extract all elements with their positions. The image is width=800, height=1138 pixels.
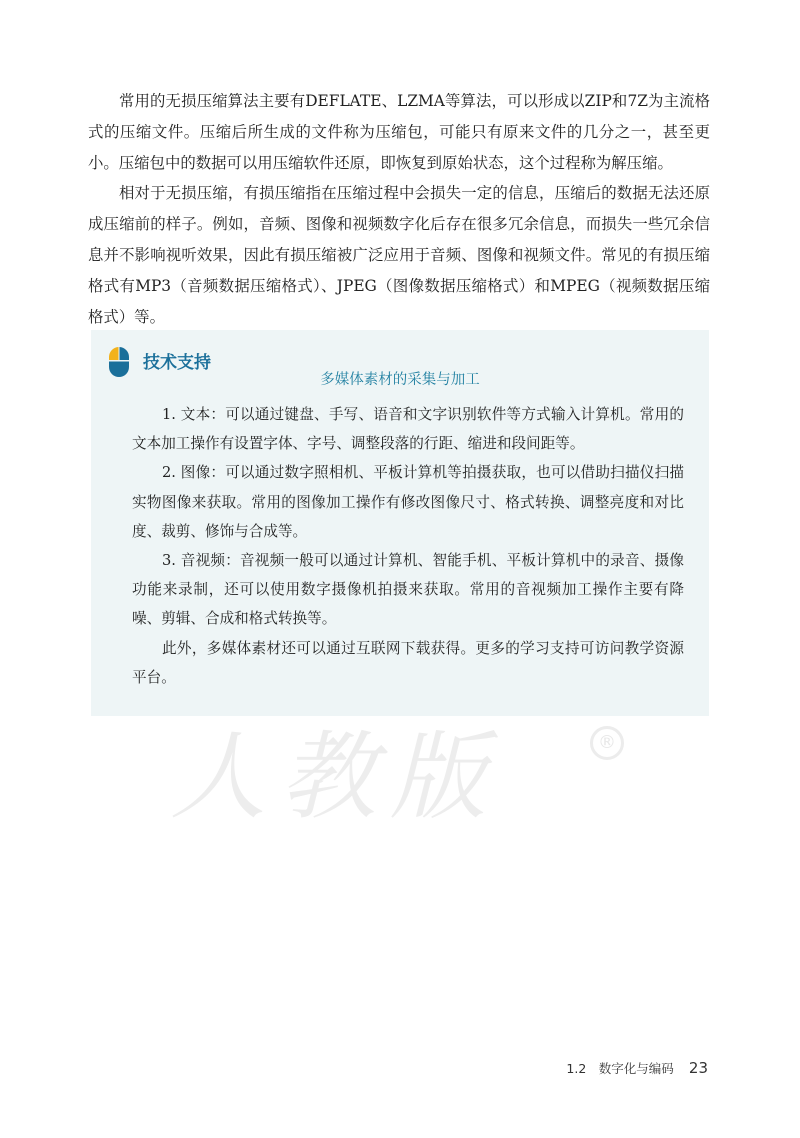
support-paragraph: 3. 音视频：音视频一般可以通过计算机、智能手机、平板计算机中的录音、摄像功能来录制，还可以使用数字摄像机拍摄来获取。常用的音视频加工操作主要有降噪、剪辑、合成和格式转换等。 <box>132 552 684 628</box>
body-paragraph-1 <box>88 86 710 179</box>
support-title: 技术支持 <box>143 353 211 373</box>
support-subtitle: 多媒体素材的采集与加工 <box>320 372 480 388</box>
watermark-text: 人教版 <box>170 721 500 833</box>
tech-support-box <box>91 330 709 716</box>
support-paragraph: 1. 文本：可以通过键盘、手写、语音和文字识别软件等方式输入计算机。常用的文本加工操作有设置字体、字号、调整段落的行距、缩进和段间距等。 <box>132 406 684 453</box>
page-number: 23 <box>688 1059 708 1077</box>
support-body <box>132 400 684 692</box>
support-paragraph: 2. 图像：可以通过数字照相机、平板计算机等拍摄获取，也可以借助扫描仪扫描实物图像来获取。常用的图像加工操作有修改图像尺寸、格式转换、调整亮度和对比度、裁剪、修饰与合成等。 <box>132 464 684 540</box>
registered-mark: ® <box>590 726 624 760</box>
paragraph-text: 相对于无损压缩，有损压缩指在压缩过程中会损失一定的信息，压缩后的数据无法还原成压缩前的样子。例如，音频、图像和视频数字化后存在很多冗余信息，而损失一些冗余信息并不影响视听效果，因此有损压缩被广泛应用于音频、图像和视频文件。常见的有损压缩格式有MP3（音频数据压缩格式）、JPEG（图像数据压缩格式）和MPEG（视频数据压缩格式）等。 <box>88 184 710 326</box>
support-paragraph: 此外，多媒体素材还可以通过互联网下载获得。更多的学习支持可访问教学资源平台。 <box>132 639 684 686</box>
body-paragraph-2 <box>88 178 710 333</box>
publisher-watermark <box>170 722 640 842</box>
page-footer <box>566 1058 708 1077</box>
paragraph-text: 常用的无损压缩算法主要有DEFLATE、LZMA等算法，可以形成以ZIP和7Z为主流格式的压缩文件。压缩后所生成的文件称为压缩包，可能只有原来文件的几分之一，甚至更小。压缩包中的数据可以用压缩软件还原，即恢复到原始状态，这个过程称为解压缩。 <box>88 92 710 172</box>
footer-section: 1.2 数字化与编码 <box>566 1061 674 1076</box>
